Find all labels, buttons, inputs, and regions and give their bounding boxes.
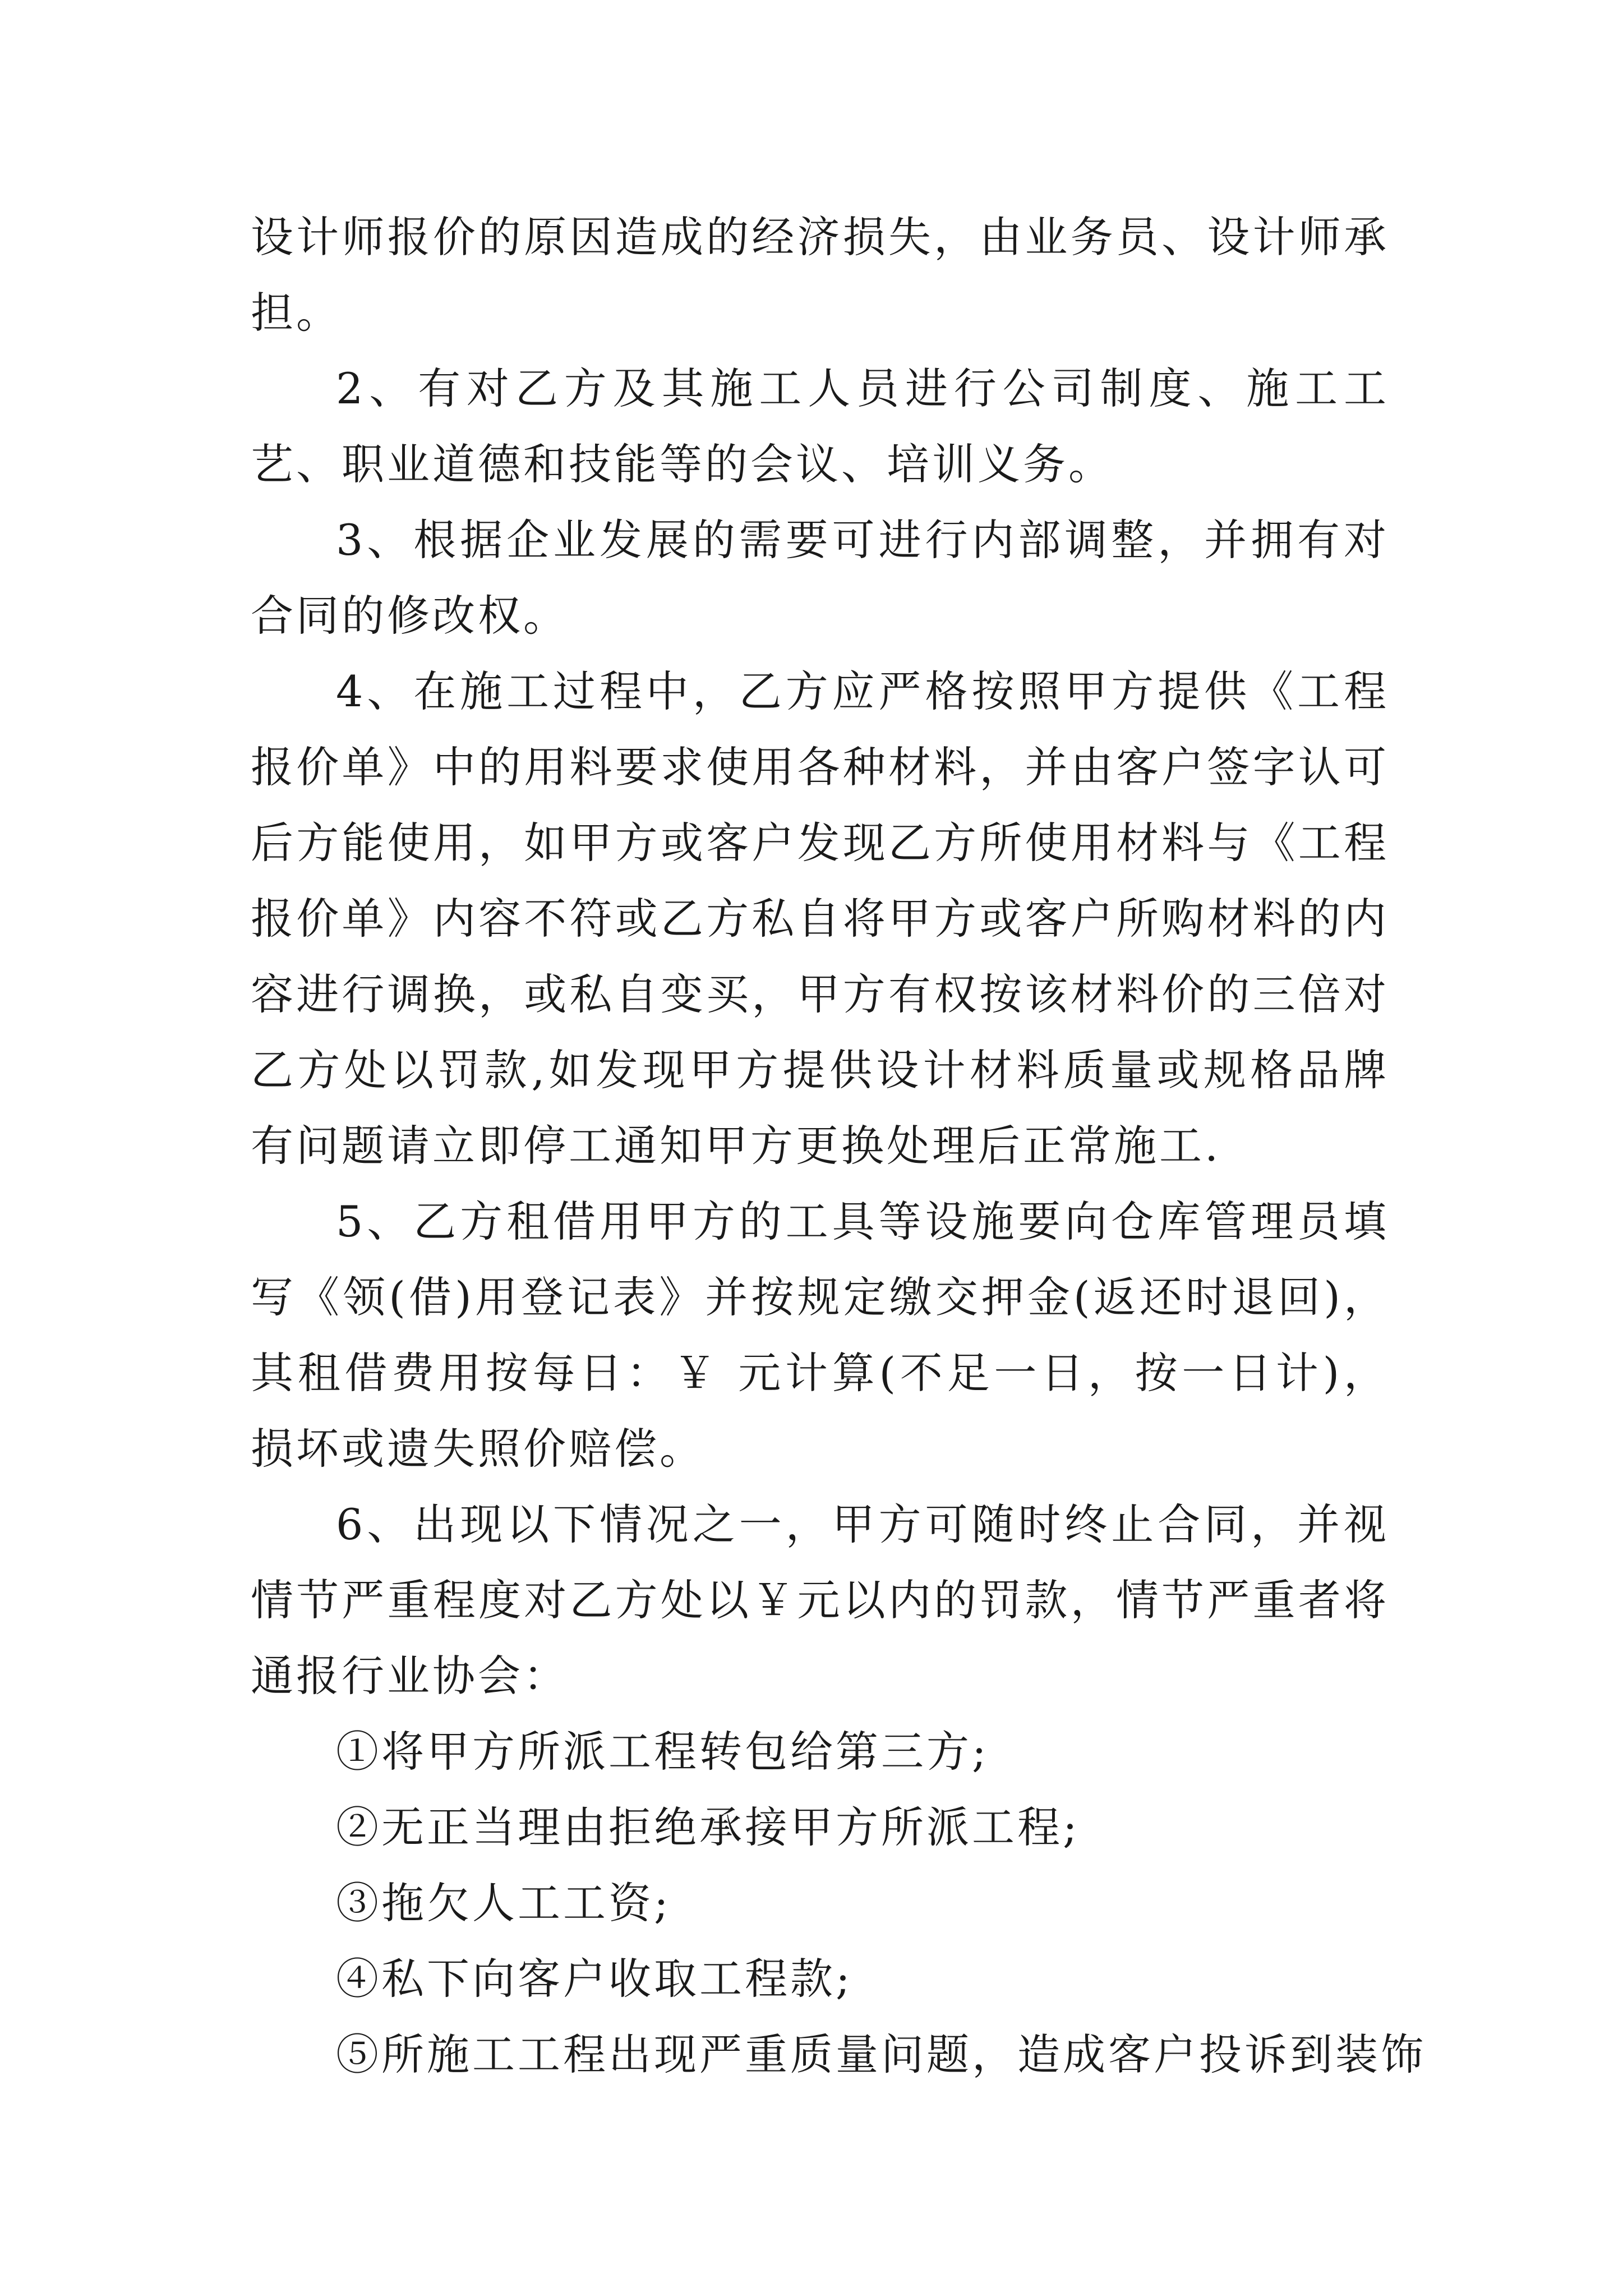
- list-item: ⑤所施工工程出现严重质量问题，造成客户投诉到装饰: [336, 2030, 1426, 2079]
- paragraph-4: 4、在施工过程中，乙方应严格按照甲方提供《工程报价单》中的用料要求使用各种材料，并由客户签字认可后方能使用，如甲方或客户发现乙方所使用材料与《工程报价单》内容不符或乙方私自将甲方或客户所购材料的内容进行调换，或私自变买，甲方有权按该材料价的三倍对乙方处以罚款,如发现甲方提供设计材料质量或规格品牌有问题请立即停工通知甲方更换处理后正常施工.: [251, 666, 1389, 1171]
- list-item: ④私下向客户收取工程款;: [336, 1954, 853, 2004]
- list-item: ①将甲方所派工程转包给第三方;: [336, 1727, 989, 1777]
- paragraph-continuation: 设计师报价的原因造成的经济损失，由业务员、设计师承担。: [251, 212, 1389, 338]
- list-item: ③拖欠人工工资;: [336, 1878, 671, 1928]
- paragraph-6: 6、出现以下情况之一，甲方可随时终止合同，并视情节严重程度对乙方处以￥元以内的罚款，情节严重者将通报行业协会：: [251, 1499, 1389, 1701]
- paragraph-2: 2、有对乙方及其施工人员进行公司制度、施工工艺、职业道德和技能等的会议、培训义务。: [251, 364, 1389, 489]
- document-body: [251, 199, 1426, 2092]
- paragraph-3: 3、根据企业发展的需要可进行内部调整，并拥有对合同的修改权。: [251, 515, 1389, 641]
- list-item: ②无正当理由拒绝承接甲方所派工程;: [336, 1802, 1080, 1852]
- paragraph-5: 5、乙方租借用甲方的工具等设施要向仓库管理员填写《领(借)用登记表》并按规定缴交押金(返还时退回)，其租借费用按每日：￥ 元计算(不足一日，按一日计)，损坏或遗失照价赔偿。: [251, 1197, 1389, 1474]
